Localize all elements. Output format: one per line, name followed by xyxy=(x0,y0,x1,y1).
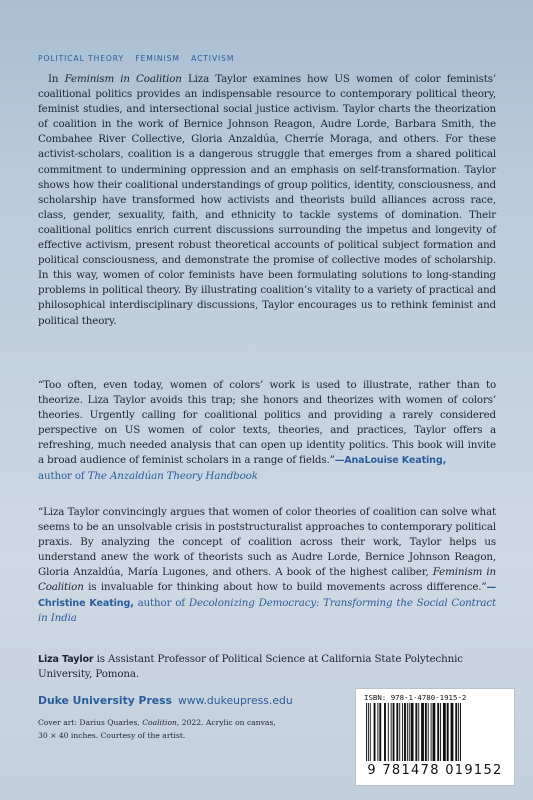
subject-categories xyxy=(38,54,242,63)
barcode-bar xyxy=(391,703,392,761)
barcode-digits: 9 781478 019152 xyxy=(367,763,503,778)
cover-art-suffix: , 2022. Acrylic on canvas, xyxy=(176,718,276,727)
description-intro: In xyxy=(48,73,65,85)
endorsement-keating-christine xyxy=(38,505,496,626)
barcode-bar xyxy=(368,703,369,761)
barcode-bar xyxy=(374,703,376,761)
endorser-name: AnaLouise Keating, xyxy=(344,455,447,467)
publisher-url[interactable]: www.dukeupress.edu xyxy=(177,694,293,707)
subject-activism: ACTIVISM xyxy=(191,54,235,63)
barcode-bar xyxy=(431,703,432,761)
barcode-bar xyxy=(409,703,410,761)
barcode-bar xyxy=(388,703,389,761)
barcode-icon xyxy=(364,703,506,761)
endorser-work: Decolonizing Democracy: Transforming the Social Contract in India xyxy=(38,596,497,624)
barcode-bar xyxy=(370,703,371,761)
endorsement-quote: “Liza Taylor convincingly argues that women of color theories of coalition can solve what seems to be an unsolvable crisis in poststructuralist approaches to contemporary political praxis. By analyzing the concept of coalition across their work, Taylor helps us understand anew the work of theorists such as Audre Lorde, Bernice Johnson Reagon, Gloria Anzaldúa, María Lugones, and others. A book of the highest caliber, xyxy=(38,506,496,579)
description-body: Liza Taylor examines how US women of color feminists’ coalitional politics provides an indispensable resource to contemporary political theory, feminist studies, and intersectional social justice activism. Taylor charts the theorization of coalition in the work of Bernice Johnson Reagon, Audre Lorde, Barbara Smith, the Combahee River Collective, Gloria Anzaldúa, Cherríe Moraga, and others. For these activist-scholars, coalition is a dangerous struggle that emerges from a shared political commitment to undermining oppression and an emphasis on self-transformation. Taylor shows how their coalitional understandings of group politics, identity, consciousness, and scholarship have transformed how activists and theorists build alliances across race, class, gender, sexuality, faith, and ethnicity to tackle systems of domination. Their coalitional politics enrich current discussions surrounding the impetus and longevity of effective activism, present robust theoretical accounts of political subject formation and political consciousness, and demonstrate the promise of collective modes of scholarship. In this way, women of color feminists have been formulating solutions to long-standing problems in political theory. By illustrating coalition’s vitality to a variety of practical and philosophical interdisciplinary discussions, Taylor encourages us to rethink feminist and political theory. xyxy=(38,73,496,327)
barcode-bar xyxy=(379,703,381,761)
barcode-bar xyxy=(451,703,454,761)
cover-art-details: 30 × 40 inches. Courtesy of the artist. xyxy=(38,730,186,740)
barcode-bar xyxy=(460,703,461,761)
barcode-bar xyxy=(458,703,459,761)
author-name: Liza Taylor xyxy=(38,654,94,665)
barcode-bar xyxy=(393,703,395,761)
barcode-bar xyxy=(447,703,449,761)
barcode-bar xyxy=(415,703,417,761)
subject-feminism: FEMINISM xyxy=(135,54,180,63)
barcode-bar xyxy=(440,703,441,761)
endorsement-quote-end: is invaluable for thinking about how to build movements across difference.” xyxy=(83,581,487,594)
barcode-bar xyxy=(433,703,436,761)
barcode-bar xyxy=(384,703,386,761)
endorsement-quote: “Too often, even today, women of colors’ work is used to illustrate, rather than to theorize. Liza Taylor avoids this trap; she honors and theorizes with women of colors’ theories. Urgently calling for coalitional politics and providing a rarely considered perspective on US women of color texts, theories, and practices, Taylor offers a refreshing, much needed analysis that can open up identity politics. This book will invite a broad audience of feminist scholars in a range of fields.” xyxy=(38,379,496,467)
publisher-name: Duke University Press xyxy=(38,694,172,707)
barcode-bar xyxy=(428,703,429,761)
author-bio-text: is Assistant Professor of Political Science at California State Polytechnic University, Pomona. xyxy=(38,653,463,681)
barcode-bar xyxy=(421,703,424,761)
barcode-bar xyxy=(404,703,406,761)
author-bio xyxy=(38,652,496,682)
barcode-bar xyxy=(418,703,419,761)
barcode-bar xyxy=(437,703,439,761)
endorser-role: author of xyxy=(38,469,88,482)
publisher xyxy=(38,694,293,707)
isbn-label: ISBN: 978-1-4780-1915-2 xyxy=(364,693,467,702)
barcode-bar xyxy=(407,703,408,761)
book-title: Feminism in Coalition xyxy=(64,73,182,85)
endorser-role: author of xyxy=(133,596,189,609)
barcode-bar xyxy=(455,703,457,761)
barcode-bar xyxy=(411,703,414,761)
endorsement-keating-analouise xyxy=(38,378,496,484)
endorser-work: The Anzaldúan Theory Handbook xyxy=(87,469,258,482)
book-description xyxy=(38,72,496,329)
subject-political-theory: POLITICAL THEORY xyxy=(38,54,124,63)
cover-art-credit xyxy=(38,717,338,742)
isbn-barcode xyxy=(355,688,515,786)
barcode-bar xyxy=(399,703,400,761)
barcode-bar xyxy=(396,703,398,761)
cover-art-prefix: Cover art: Darius Quarles, xyxy=(38,718,143,727)
barcode-bar xyxy=(377,703,378,761)
barcode-bar xyxy=(402,703,403,761)
barcode-bar xyxy=(425,703,427,761)
endorsement-dash: — xyxy=(486,582,496,594)
barcode-bar xyxy=(443,703,446,761)
cover-art-title: Coalition xyxy=(142,718,177,727)
endorsement-dash: — xyxy=(334,455,345,467)
endorser-name: Christine Keating, xyxy=(38,597,134,609)
endorsement-book-title: Feminism in Coalition xyxy=(38,566,496,594)
barcode-bar xyxy=(366,703,367,761)
